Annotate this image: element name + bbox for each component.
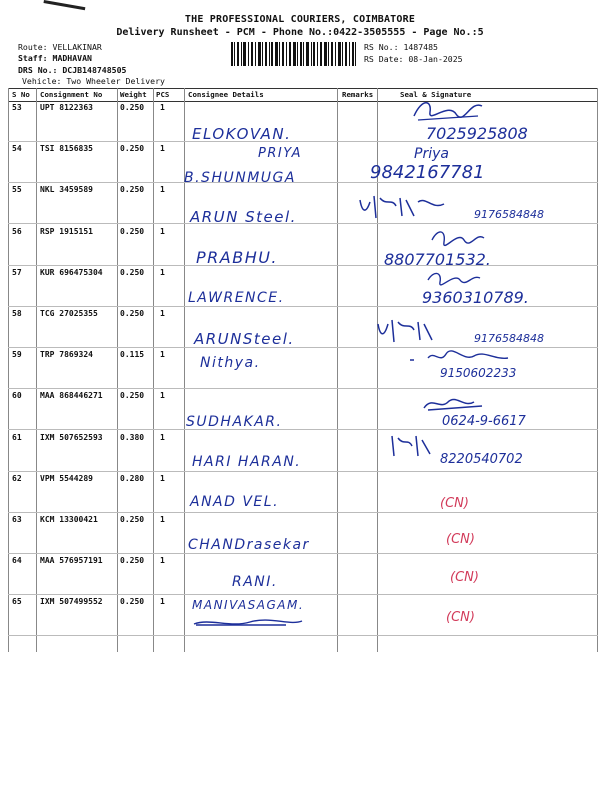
col-weight: Weight — [120, 90, 147, 99]
vehicle-line — [22, 76, 165, 86]
row-weight: 0.250 — [120, 144, 145, 154]
row-weight: 0.280 — [120, 473, 145, 483]
row-sno: 60 — [12, 391, 22, 401]
row-pcs: 1 — [160, 597, 165, 607]
handwritten-consignee: ARUNSteel. — [194, 330, 295, 348]
signature-phone: 8220540702 — [440, 452, 523, 467]
row-pcs: 1 — [160, 515, 165, 524]
row-sno: 61 — [12, 432, 22, 442]
col-remarks: Remarks — [342, 90, 374, 99]
handwritten-consignee: Nithya. — [200, 355, 261, 371]
table-row — [8, 224, 598, 266]
drs-value: DCJB148748505 — [62, 65, 127, 75]
signature-scribble — [372, 316, 462, 350]
signature-scribble — [420, 396, 490, 414]
row-weight: 0.115 — [120, 350, 145, 360]
table-row — [8, 141, 598, 183]
row-weight: 0.380 — [120, 432, 145, 442]
row-consignment: NKL 3459589 — [40, 185, 93, 195]
handwritten-consignee: HARI HARAN. — [192, 454, 302, 470]
row-sno: 55 — [12, 185, 22, 195]
handwritten-consignee: PRIYA — [258, 146, 303, 161]
col-signature: Seal & Signature — [400, 90, 472, 99]
staff-label: Staff: — [18, 53, 48, 63]
table-row — [8, 471, 598, 513]
handwritten-consignee: B.SHUNMUGA — [184, 170, 296, 186]
rs-no-line — [364, 42, 438, 52]
row-consignment: UPT 8122363 — [40, 103, 93, 112]
signature-scribble — [352, 192, 462, 228]
route-label: Route: — [18, 42, 48, 52]
signature-number: 0624-9-6617 — [442, 414, 526, 429]
cn-mark: (CN) — [446, 532, 475, 547]
row-pcs: 1 — [160, 144, 165, 154]
row-pcs: 1 — [160, 267, 165, 277]
row-pcs: 1 — [160, 473, 165, 483]
signature-phone: 8807701532. — [384, 250, 491, 269]
rs-date-value: 08-Jan-2025 — [408, 54, 463, 64]
row-pcs: 1 — [160, 103, 165, 112]
signature-scribble — [424, 268, 484, 288]
cn-mark: (CN) — [446, 610, 475, 625]
row-consignment: KCM 13300421 — [40, 515, 98, 524]
handwritten-consignee: ARUN Steel. — [190, 208, 297, 226]
row-pcs: 1 — [160, 556, 165, 566]
struck-name — [190, 612, 310, 632]
row-consignment: TCG 27025355 — [40, 309, 98, 318]
handwritten-consignee: MANIVASAGAM. — [192, 598, 305, 612]
vehicle-value: Two Wheeler Delivery — [66, 76, 165, 86]
signature-scribble — [408, 96, 488, 124]
rs-date-line — [364, 54, 463, 64]
row-weight: 0.250 — [120, 226, 145, 236]
row-weight: 0.250 — [120, 391, 145, 401]
cn-mark: (CN) — [450, 570, 479, 585]
signature-phone: 7025925808 — [426, 124, 528, 143]
row-consignment: TSI 8156835 — [40, 144, 93, 154]
row-pcs: 1 — [160, 226, 165, 236]
row-consignment: TRP 7869324 — [40, 350, 93, 360]
rs-no-label: RS No.: — [364, 42, 399, 52]
row-weight: 0.250 — [120, 185, 145, 195]
row-sno: 54 — [12, 144, 22, 154]
row-consignment: VPM 5544289 — [40, 473, 93, 483]
signature-scribble — [404, 348, 514, 368]
signature-name: Priya — [414, 146, 449, 162]
handwritten-consignee: PRABHU. — [196, 248, 279, 267]
row-sno: 57 — [12, 267, 22, 277]
row-pcs: 1 — [160, 309, 165, 318]
row-weight: 0.250 — [120, 103, 145, 112]
row-pcs: 1 — [160, 391, 165, 401]
vehicle-label: Vehicle: — [22, 76, 62, 86]
signature-scribble — [384, 432, 444, 462]
scan-mark — [43, 0, 85, 10]
handwritten-consignee: CHANDrasekar — [188, 537, 310, 553]
row-consignment: KUR 696475304 — [40, 267, 103, 277]
cn-mark: (CN) — [440, 496, 469, 511]
row-sno: 56 — [12, 226, 22, 236]
route-line — [18, 42, 102, 52]
signature-phone: 9176584848 — [474, 332, 544, 345]
row-sno: 59 — [12, 350, 22, 360]
row-sno: 65 — [12, 597, 22, 607]
rs-date-label: RS Date: — [364, 54, 404, 64]
rs-no-value: 1487485 — [403, 42, 438, 52]
row-weight: 0.250 — [120, 515, 145, 524]
signature-phone: 9842167781 — [370, 162, 485, 183]
company-title: THE PROFESSIONAL COURIERS, COIMBATORE — [184, 14, 416, 25]
handwritten-consignee: SUDHAKAR. — [186, 414, 283, 430]
row-pcs: 1 — [160, 432, 165, 442]
row-weight: 0.250 — [120, 267, 145, 277]
row-consignment: IXM 507652593 — [40, 432, 103, 442]
col-consignment: Consignment No — [40, 90, 103, 99]
drs-line — [18, 65, 126, 75]
handwritten-consignee: ELOKOVAN. — [192, 125, 292, 143]
col-pcs: PCS — [156, 90, 170, 99]
col-sno: S No — [12, 90, 30, 99]
row-consignment: MAA 868446271 — [40, 391, 103, 401]
staff-line — [18, 53, 92, 63]
staff-value: MADHAVAN — [52, 53, 92, 63]
handwritten-consignee: RANI. — [232, 574, 278, 590]
runsheet-subtitle: Delivery Runsheet - PCM - Phone No.:0422-3505555 - Page No.:5 — [116, 27, 484, 38]
row-sno: 53 — [12, 103, 22, 112]
drs-barcode — [231, 42, 356, 66]
row-weight: 0.250 — [120, 597, 145, 607]
row-sno: 63 — [12, 515, 22, 524]
row-consignment: RSP 1915151 — [40, 226, 93, 236]
signature-phone: 9360310789. — [422, 288, 529, 307]
row-weight: 0.250 — [120, 309, 145, 318]
signature-scribble — [428, 226, 488, 248]
row-weight: 0.250 — [120, 556, 145, 566]
handwritten-consignee: ANAD VEL. — [190, 494, 280, 510]
row-sno: 58 — [12, 309, 22, 318]
row-consignment: MAA 576957191 — [40, 556, 103, 566]
drs-label: DRS No.: — [18, 65, 58, 75]
row-sno: 62 — [12, 473, 22, 483]
signature-phone: 9150602233 — [440, 366, 517, 380]
row-consignment: IXM 507499552 — [40, 597, 103, 607]
col-consignee: Consignee Details — [188, 90, 264, 99]
route-value: VELLAKINAR — [52, 42, 102, 52]
signature-phone: 9176584848 — [474, 208, 544, 221]
row-pcs: 1 — [160, 185, 165, 195]
row-sno: 64 — [12, 556, 22, 566]
handwritten-consignee: LAWRENCE. — [188, 290, 285, 306]
table-row — [8, 553, 598, 595]
row-pcs: 1 — [160, 350, 165, 360]
